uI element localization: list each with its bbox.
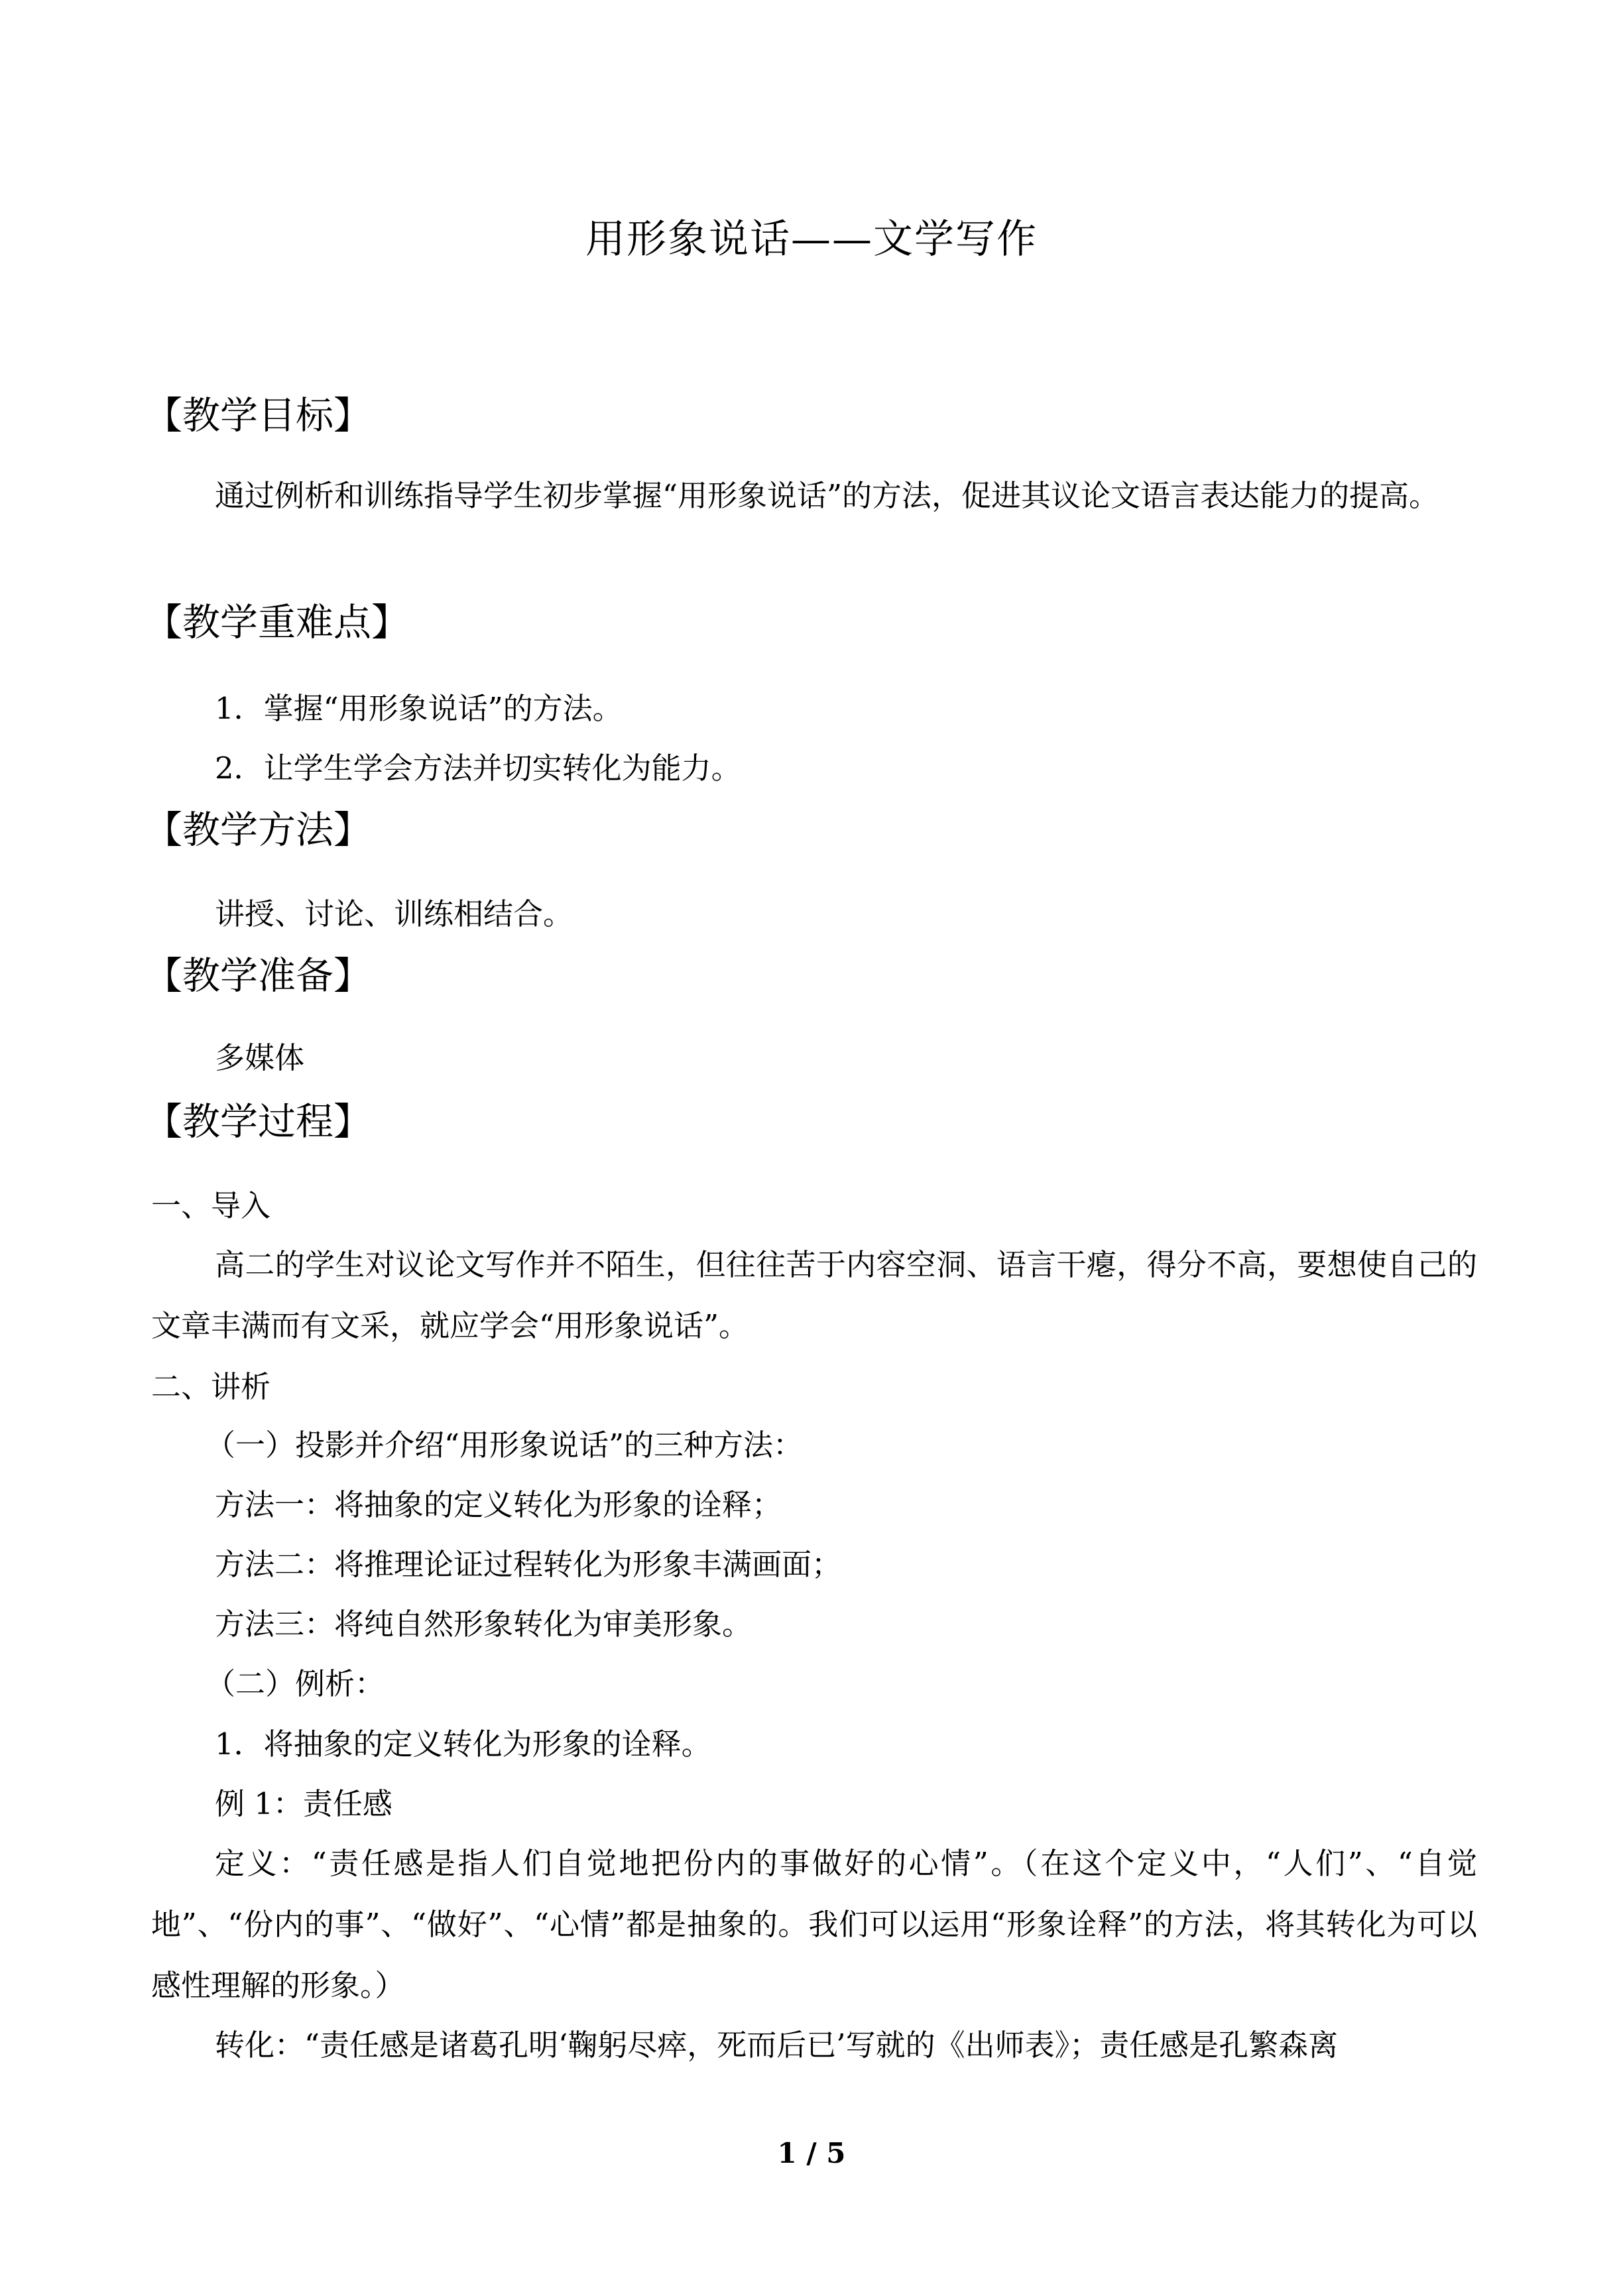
transform-line: 转化：“责任感是诸葛孔明‘鞠躬尽瘁，死而后已’写就的《出师表》；责任感是孔繁森离	[215, 2027, 1339, 2063]
point-1-line: 1．将抽象的定义转化为形象的诠释。	[215, 1726, 711, 1762]
subsection-1-heading: （一）投影并介绍“用形象说话”的三种方法：	[206, 1427, 804, 1463]
method-2-line: 方法二：将推理论证过程转化为形象丰满画面；	[215, 1547, 842, 1582]
key-point-item-2: 2．让学生学会方法并切实转化为能力。	[215, 751, 741, 786]
analysis-label: 二、讲析	[151, 1369, 271, 1404]
method-text: 讲授、讨论、训练相结合。	[215, 896, 573, 932]
definition-paragraph: 定义：“责任感是指人们自觉地把份内的事做好的心情”。（在这个定义中，“人们”、“自觉地”、“份内的事”、“做好”、“心情”都是抽象的。我们可以运用“形象诠释”的方法，将其转化为可以感性理解的形象。）	[151, 1846, 1477, 2003]
goal-paragraph: 通过例析和训练指导学生初步掌握“用形象说话”的方法，促进其议论文语言表达能力的提高。	[215, 478, 1439, 513]
intro-paragraph: 高二的学生对议论文写作并不陌生，但往往苦于内容空洞、语言干瘪，得分不高，要想使自己的文章丰满而有文采，就应学会“用形象说话”。	[151, 1247, 1477, 1343]
subsection-2-heading: （二）例析：	[206, 1666, 385, 1701]
heading-teaching-method: 【教学方法】	[145, 808, 371, 852]
method-3-line: 方法三：将纯自然形象转化为审美形象。	[215, 1606, 752, 1642]
intro-label: 一、导入	[151, 1188, 271, 1223]
key-point-item-1: 1．掌握“用形象说话”的方法。	[215, 691, 623, 726]
heading-key-points: 【教学重难点】	[145, 601, 409, 644]
prep-text: 多媒体	[215, 1040, 305, 1075]
heading-teaching-prep: 【教学准备】	[145, 954, 371, 998]
heading-teaching-process: 【教学过程】	[145, 1100, 371, 1144]
method-1-line: 方法一：将抽象的定义转化为形象的诠释；	[215, 1487, 782, 1522]
page-indicator: 1 / 5	[777, 2137, 846, 2169]
example-1-label: 例 1：责任感	[215, 1786, 392, 1821]
document-title: 用形象说话——文学写作	[585, 216, 1038, 263]
heading-teaching-goal: 【教学目标】	[145, 394, 371, 438]
